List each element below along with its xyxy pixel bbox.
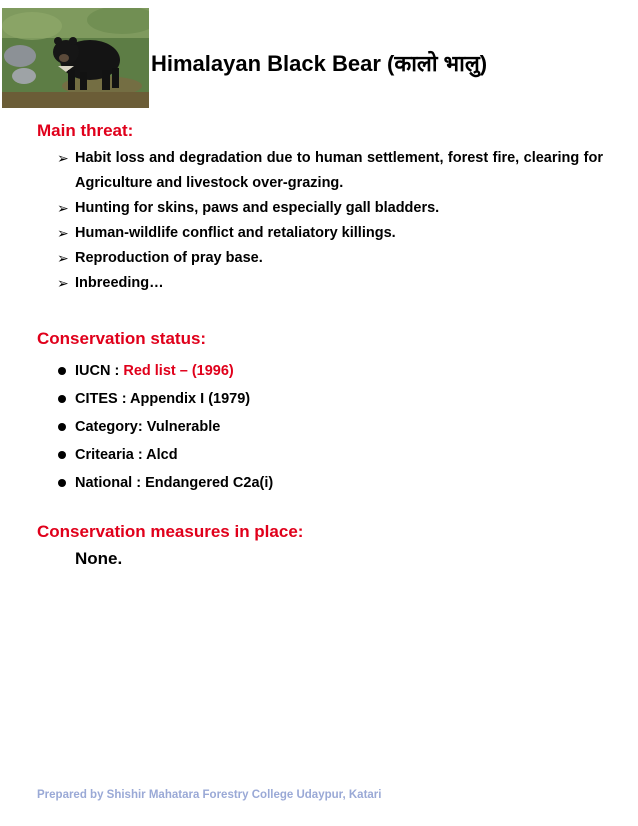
list-item-text: National : Endangered C2a(i)	[75, 475, 274, 491]
list-item	[57, 413, 273, 441]
list-item	[57, 469, 273, 497]
list-item	[57, 385, 273, 413]
conservation-measures-heading: Conservation measures in place:	[37, 522, 304, 541]
list-item	[57, 271, 603, 296]
bear-photo	[2, 8, 149, 108]
list-item-text: CITES : Appendix I (1979)	[75, 391, 251, 407]
list-item-text: Human-wildlife conflict and retaliatory killings.	[75, 225, 396, 241]
arrow-bullet-icon: ➢	[57, 225, 69, 241]
list-item	[57, 146, 603, 196]
list-item	[57, 441, 273, 469]
bullet-dot-icon	[58, 451, 66, 459]
arrow-bullet-icon: ➢	[57, 250, 69, 266]
list-item-text: Reproduction of pray base.	[75, 250, 263, 266]
list-item-text: Hunting for skins, paws and especially gall bladders.	[75, 200, 440, 216]
list-item-text: Habit loss and degradation due to human settlement, forest fire, clearing for Agriculture and livestock over-grazing.	[75, 150, 603, 191]
list-item-text: Inbreeding…	[75, 275, 164, 291]
list-item	[57, 221, 603, 246]
main-threat-heading: Main threat:	[37, 121, 134, 140]
main-threat-list	[57, 146, 603, 296]
bullet-dot-icon	[58, 395, 66, 403]
conservation-measures-value: None.	[75, 549, 123, 568]
bullet-dot-icon	[58, 367, 66, 375]
conservation-status-heading: Conservation status:	[37, 329, 207, 348]
list-item	[57, 196, 603, 221]
bear-photo-illustration	[2, 8, 149, 108]
bullet-dot-icon	[58, 479, 66, 487]
arrow-bullet-icon: ➢	[57, 275, 69, 291]
arrow-bullet-icon: ➢	[57, 200, 69, 216]
page-title	[151, 48, 487, 78]
list-item	[57, 357, 273, 385]
list-item	[57, 246, 603, 271]
iucn-label: IUCN :	[75, 363, 124, 379]
footer-credit: Prepared by Shishir Mahatara Forestry College Udaypur, Katari	[37, 789, 382, 801]
conservation-status-list	[57, 357, 273, 497]
bullet-dot-icon	[58, 423, 66, 431]
page-title-text: Himalayan Black Bear (कालो भालु)	[151, 51, 488, 76]
arrow-bullet-icon: ➢	[57, 150, 69, 166]
list-item-text: Category: Vulnerable	[75, 419, 221, 435]
list-item-text: Critearia : Alcd	[75, 447, 178, 463]
iucn-value: Red list – (1996)	[123, 363, 234, 379]
